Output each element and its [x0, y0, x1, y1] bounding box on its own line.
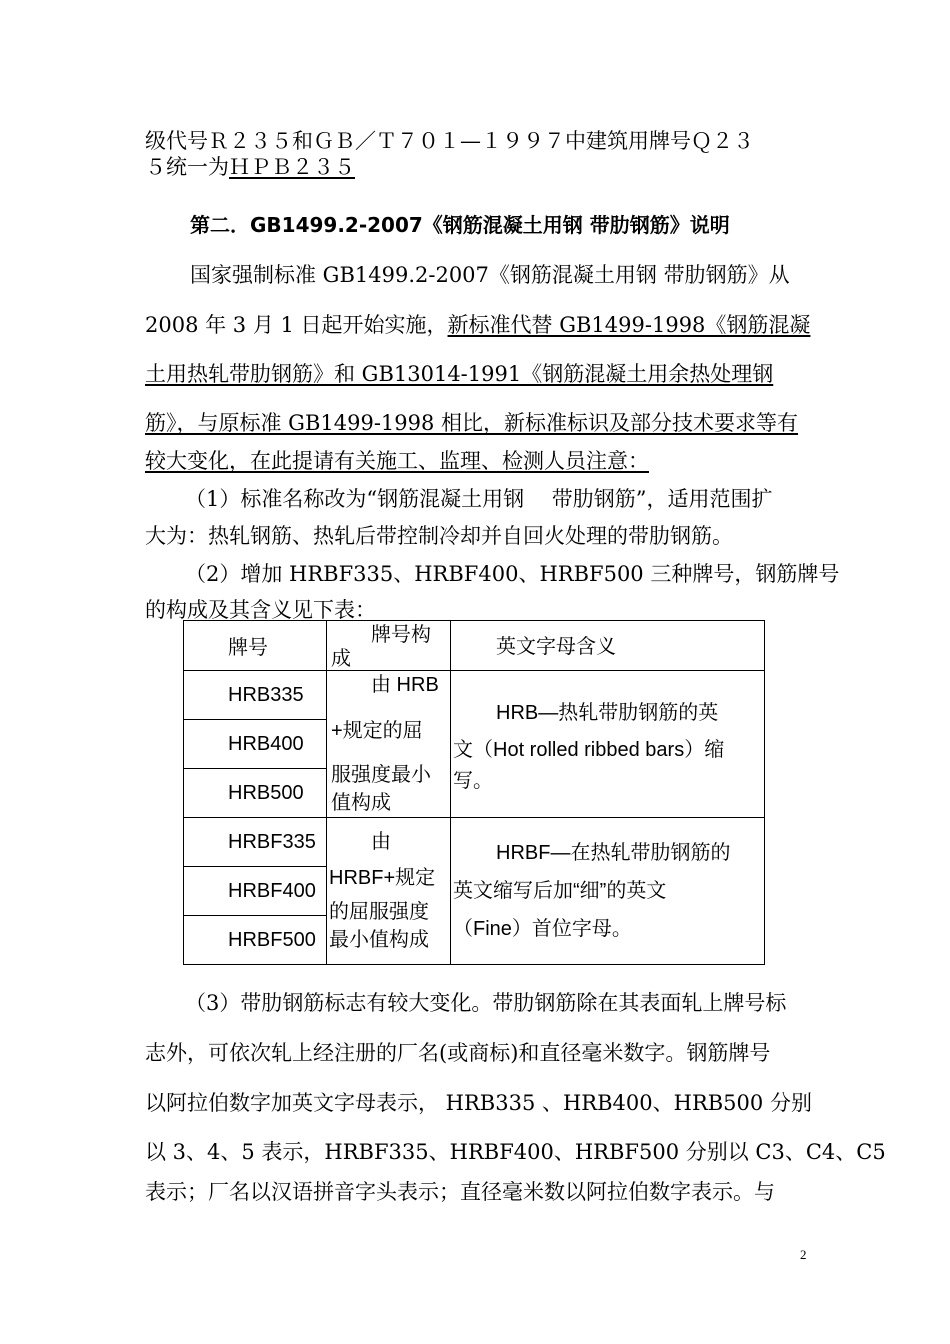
meaning-line: 英文缩写后加“细”的英文 — [453, 880, 667, 902]
item2-line-2: 的构成及其含义见下表： — [145, 598, 376, 622]
meaning-cell — [451, 818, 765, 965]
para1-line-2-underlined: 新标准代替 GB1499-1998《钢筋混凝 — [447, 313, 811, 337]
grade-cell: HRB500 — [184, 769, 327, 818]
para1-line-2 — [145, 309, 810, 339]
header-meaning: 英文字母含义 — [451, 621, 765, 671]
item3-line-1: （3）带肋钢筋标志有较大变化。带肋钢筋除在其表面轧上牌号标 — [185, 991, 787, 1015]
table-row — [184, 671, 765, 720]
header-composition-line-1: 牌号构 — [371, 621, 431, 646]
grade-cell: HRB400 — [184, 720, 327, 769]
composition-cell — [327, 818, 451, 965]
composition-line: HRBF+规定 — [329, 867, 436, 889]
item3-line-5: 表示；厂名以汉语拼音字头表示；直径毫米数以阿拉伯数字表示。与 — [145, 1180, 775, 1204]
para1-line-5: 较大变化，在此提请有关施工、监理、检测人员注意： — [145, 449, 649, 473]
intro-line-2-underlined: ＨＰＢ２３５ — [229, 155, 355, 179]
item2-line-1: （2）增加 HRBF335、HRBF400、HRBF500 三种牌号，钢筋牌号 — [185, 562, 840, 586]
grade-cell: HRBF335 — [184, 818, 327, 867]
table-row — [184, 818, 765, 867]
table-header-row — [184, 621, 765, 671]
grade-table — [183, 620, 765, 965]
composition-cell — [327, 671, 451, 818]
meaning-cell — [451, 671, 765, 818]
meaning-line: 文（Hot rolled ribbed bars）缩 — [453, 739, 725, 761]
composition-line: 由 HRB — [371, 674, 439, 696]
grade-cell: HRB335 — [184, 671, 327, 720]
intro-line-2 — [145, 151, 355, 181]
header-grade: 牌号 — [184, 621, 327, 671]
para1-line-1: 国家强制标准 GB1499.2-2007《钢筋混凝土用钢 带肋钢筋》从 — [190, 263, 790, 287]
para1-line-2-text: 2008 年 3 月 1 日起开始实施， — [145, 313, 448, 337]
section-heading: 第二．GB1499.2-2007《钢筋混凝土用钢 带肋钢筋》说明 — [190, 213, 730, 237]
page-number: 2 — [800, 1247, 807, 1262]
para1-line-4: 筋》，与原标准 GB1499-1998 相比，新标准标识及部分技术要求等有 — [145, 411, 799, 435]
intro-line-1: 级代号Ｒ２３５和ＧＢ／Ｔ７０１—１９９７中建筑用牌号Ｑ２３ — [145, 129, 754, 153]
composition-line: 最小值构成 — [329, 929, 429, 951]
meaning-line: HRBF—在热轧带肋钢筋的 — [496, 842, 731, 864]
grade-cell: HRBF500 — [184, 916, 327, 965]
item3-line-3: 以阿拉伯数字加英文字母表示， HRB335 、HRB400、HRB500 分别 — [145, 1091, 812, 1115]
composition-line: 值构成 — [331, 792, 391, 814]
grade-cell: HRBF400 — [184, 867, 327, 916]
item3-line-4: 以 3、4、5 表示，HRBF335、HRBF400、HRBF500 分别以 C3、C4、C5 — [145, 1140, 886, 1164]
intro-line-2-text: ５统一为 — [145, 155, 229, 179]
meaning-line: （Fine）首位字母。 — [453, 918, 632, 940]
composition-line: 的屈服强度 — [329, 901, 429, 923]
meaning-line: 写。 — [453, 770, 493, 792]
composition-line: 服强度最小 — [331, 764, 431, 786]
header-composition — [327, 621, 451, 671]
composition-line: +规定的屈 — [331, 720, 423, 742]
composition-line: 由 — [371, 831, 391, 853]
header-composition-line-2: 成 — [331, 645, 351, 670]
meaning-line: HRB—热轧带肋钢筋的英 — [496, 702, 719, 724]
item1-line-2: 大为：热轧钢筋、热轧后带控制冷却并自回火处理的带肋钢筋。 — [145, 524, 733, 548]
para1-line-3: 土用热轧带肋钢筋》和 GB13014-1991《钢筋混凝土用余热处理钢 — [145, 362, 774, 386]
item3-line-2: 志外，可依次轧上经注册的厂名(或商标)和直径毫米数字。钢筋牌号 — [145, 1041, 771, 1065]
item1-line-1: （1）标准名称改为“钢筋混凝土用钢 带肋钢筋”，适用范围扩 — [185, 487, 773, 511]
